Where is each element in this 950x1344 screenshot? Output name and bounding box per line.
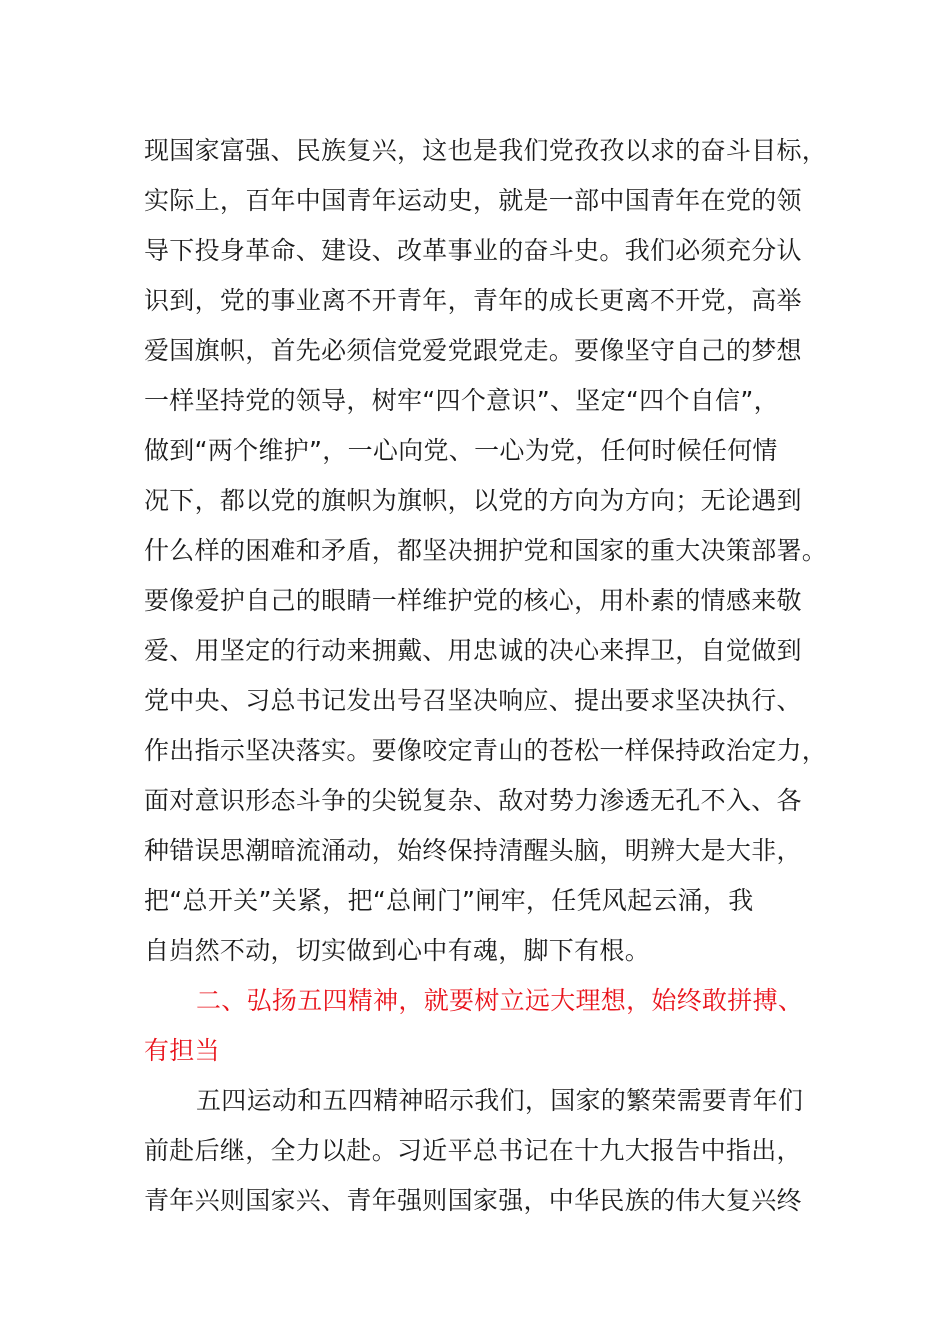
paragraph-line: 五四运动和五四精神昭示我们，国家的繁荣需要青年们 <box>196 1086 804 1115</box>
paragraph-line: 要像爱护自己的眼睛一样维护党的核心，用朴素的情感来敬 <box>144 586 802 615</box>
paragraph-line: 爱国旗帜，首先必须信党爱党跟党走。要像坚守自己的梦想 <box>144 336 802 365</box>
paragraph-line: 自岿然不动，切实做到心中有魂，脚下有根。 <box>144 936 651 965</box>
section-heading-continued: 有担当 <box>144 1036 220 1065</box>
paragraph-line: 一样坚持党的领导，树牢“四个意识”、坚定“四个自信”， <box>144 386 779 415</box>
paragraph-line: 况下，都以党的旗帜为旗帜，以党的方向为方向；无论遇到 <box>144 486 802 515</box>
paragraph-line: 面对意识形态斗争的尖锐复杂、敌对势力渗透无孔不入、各 <box>144 786 802 815</box>
paragraph-line: 党中央、习总书记发出号召坚决响应、提出要求坚决执行、 <box>144 686 802 715</box>
paragraph-line: 种错误思潮暗流涌动，始终保持清醒头脑，明辨大是大非， <box>144 836 802 865</box>
paragraph-line: 把“总开关”关紧，把“总闸门”闸牢，任凭风起云涌，我 <box>144 886 754 915</box>
document-body <box>144 126 828 1226</box>
paragraph-line: 青年兴则国家兴、青年强则国家强，中华民族的伟大复兴终 <box>144 1186 802 1215</box>
paragraph-line: 导下投身革命、建设、改革事业的奋斗史。我们必须充分认 <box>144 236 802 265</box>
section-heading: 二、弘扬五四精神，就要树立远大理想，始终敢拼搏、 <box>196 986 804 1015</box>
paragraph-line: 实际上，百年中国青年运动史，就是一部中国青年在党的领 <box>144 186 802 215</box>
paragraph-line: 现国家富强、民族复兴，这也是我们党孜孜以求的奋斗目标， <box>144 136 828 165</box>
paragraph-line: 爱、用坚定的行动来拥戴、用忠诚的决心来捍卫，自觉做到 <box>144 636 802 665</box>
paragraph-line: 前赴后继，全力以赴。习近平总书记在十九大报告中指出， <box>144 1136 802 1165</box>
paragraph-line: 什么样的困难和矛盾，都坚决拥护党和国家的重大决策部署。 <box>144 536 828 565</box>
paragraph-line: 做到“两个维护”，一心向党、一心为党，任何时候任何情 <box>144 436 778 465</box>
paragraph-line: 作出指示坚决落实。要像咬定青山的苍松一样保持政治定力， <box>144 736 828 765</box>
paragraph-line: 识到，党的事业离不开青年，青年的成长更离不开党，高举 <box>144 286 802 315</box>
